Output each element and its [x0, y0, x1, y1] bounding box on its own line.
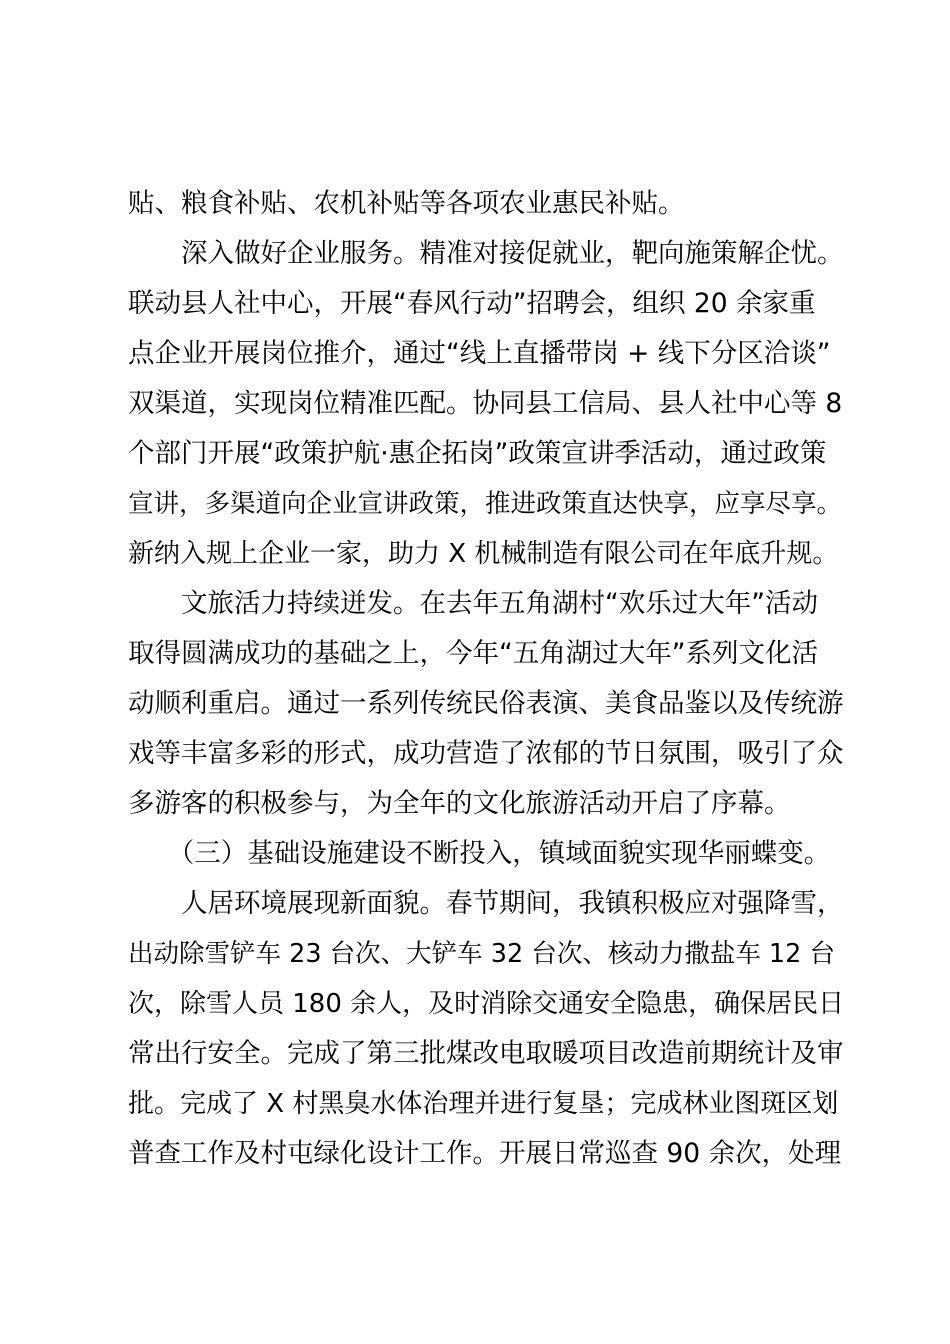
text-line: 新纳入规上企业一家，助力 X 机械制造有限公司在年底升规。 — [128, 539, 839, 569]
text-line: 贴、粮食补贴、农机补贴等各项农业惠民补贴。 — [128, 188, 685, 219]
text-line: 双渠道，实现岗位精准匹配。协同县工信局、县人社中心等 8 — [128, 388, 843, 419]
text-line: 联动县人社中心，开展“春风行动”招聘会，组织 20 余家重 — [128, 288, 816, 319]
text-line: 人居环境展现新面貌。春节期间，我镇积极应对强降雪， — [128, 888, 844, 919]
text-line: 点企业开展岗位推介，通过“线上直播带岗 + 线下分区洽谈” — [128, 338, 831, 369]
text-line: 戏等丰富多彩的形式，成功营造了浓郁的节日氛围，吸引了众 — [128, 738, 844, 769]
text-line: 宣讲，多渠道向企业宣讲政策，推进政策直达快享，应享尽享。 — [128, 489, 843, 519]
text-line: 多游客的积极参与，为全年的文化旅游活动开启了序幕。 — [128, 788, 791, 819]
text-line: 出动除雪铲车 23 台次、大铲车 32 台次、核动力撒盐车 12 台 — [128, 939, 835, 969]
text-line: 深入做好企业服务。精准对接促就业，靶向施策解企忧。 — [128, 238, 844, 269]
text-line: 个部门开展“政策护航·惠企拓岗”政策宣讲季活动，通过政策 — [128, 438, 827, 469]
section-heading: （三）基础设施建设不断投入，镇域面貌实现华丽蝶变。 — [128, 838, 831, 869]
text-line: 文旅活力持续迸发。在去年五角湖村“欢乐过大年”活动 — [128, 588, 818, 619]
text-line: 动顺利重启。通过一系列传统民俗表演、美食品鉴以及传统游 — [128, 688, 844, 719]
text-line: 取得圆满成功的基础之上，今年“五角湖过大年”系列文化活 — [128, 638, 818, 669]
text-line: 批。完成了 X 村黑臭水体治理并进行复垦；完成林业图斑区划 — [128, 1089, 839, 1119]
text-line: 普查工作及村屯绿化设计工作。开展日常巡查 90 余次，处理 — [128, 1138, 842, 1169]
text-line: 次，除雪人员 180 余人，及时消除交通安全隐患，确保居民日 — [128, 989, 845, 1019]
text-line: 常出行安全。完成了第三批煤改电取暖项目改造前期统计及审 — [128, 1038, 844, 1069]
